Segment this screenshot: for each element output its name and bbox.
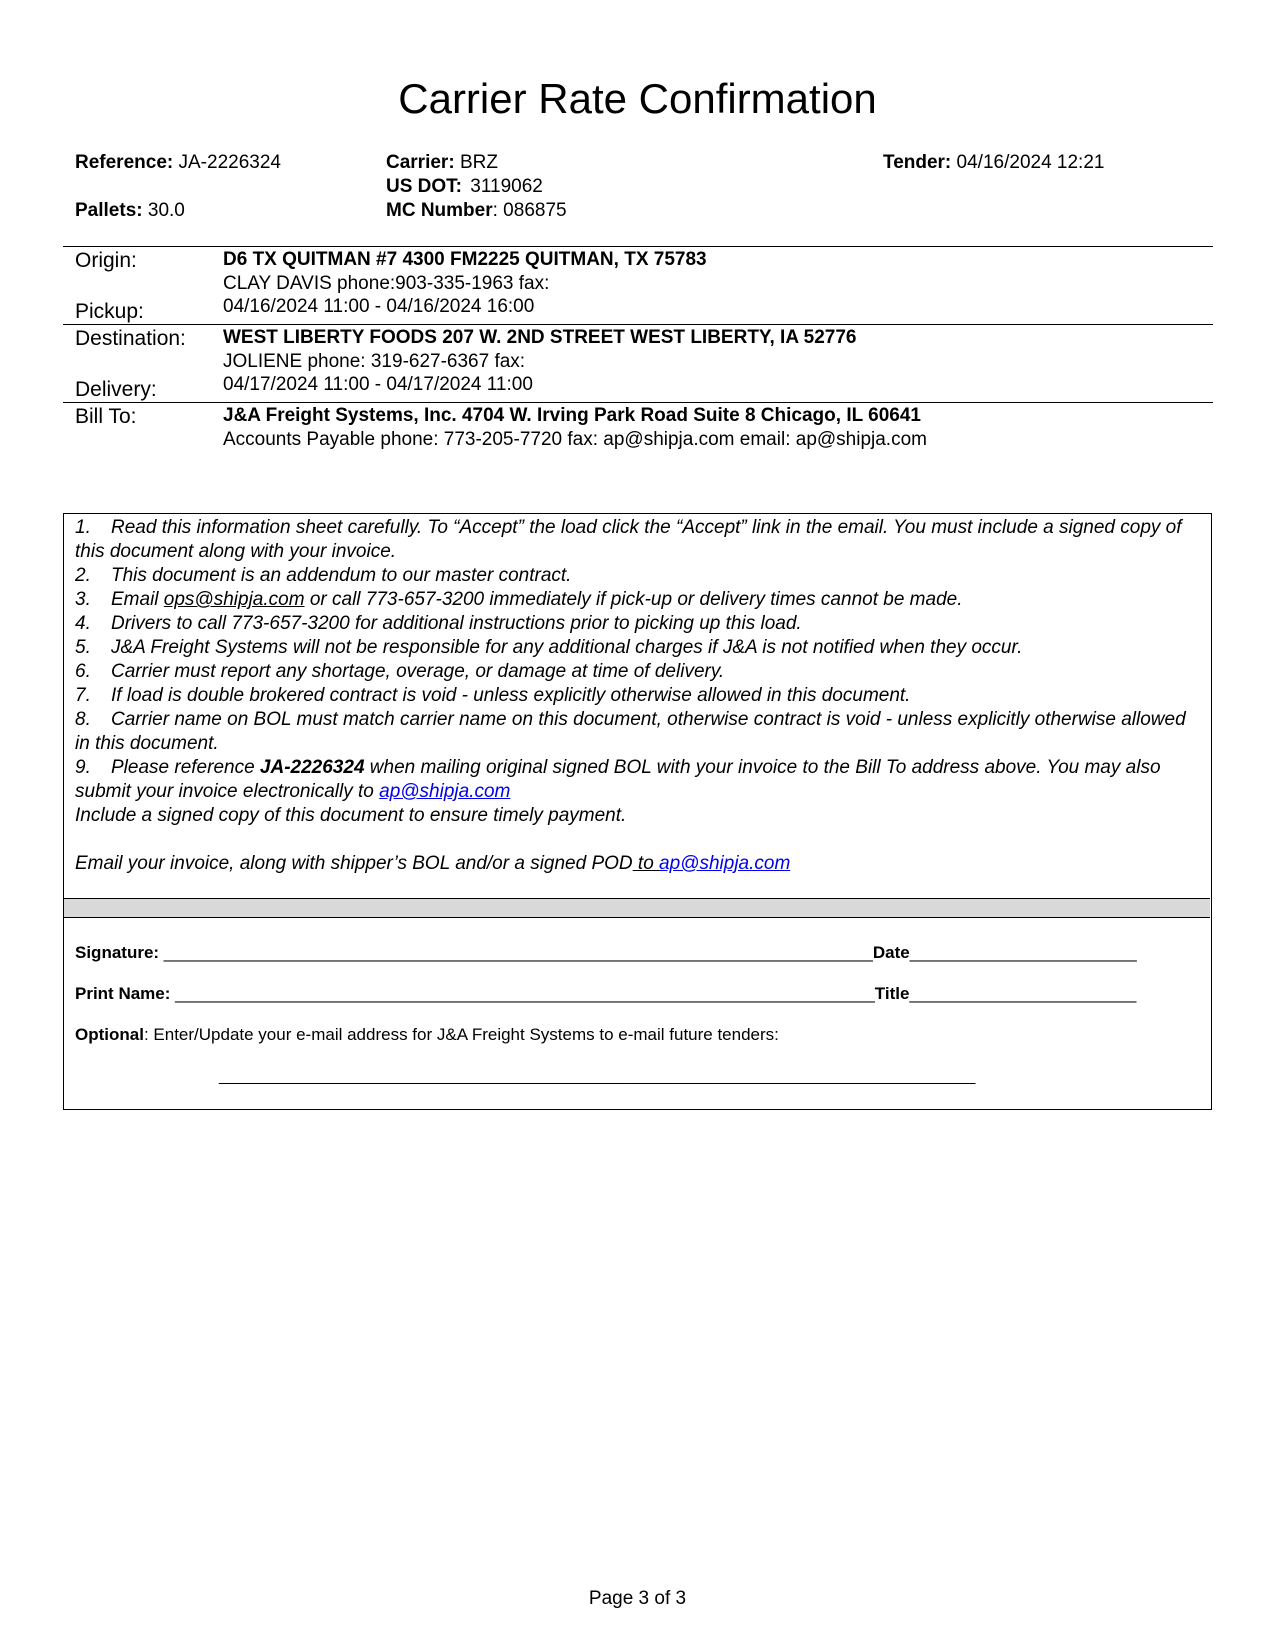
term-4: 4. Drivers to call 773-657-3200 for additional instructions prior to picking up this load. (75, 613, 802, 634)
origin-address: D6 TX QUITMAN #7 4300 FM2225 QUITMAN, TX 75783 (223, 249, 707, 270)
usdot-field (386, 175, 543, 199)
usdot-label: US DOT: (386, 176, 462, 197)
terms-list (75, 514, 1195, 876)
email-entry-line[interactable]: _____________________________________________________________________________________ (219, 1068, 976, 1085)
reference-value: JA-2226324 (178, 152, 281, 173)
invoice-email-link[interactable]: ap@shipja.com (659, 853, 791, 874)
destination-label: Destination: (75, 327, 186, 350)
separator-band (64, 898, 1210, 918)
tender-field (883, 151, 1104, 175)
term-9: 9. Please reference JA-2226324 when mailing original signed BOL with your invoice to the Bill To address above. You may also submit your invoice electronically to ap@shipja.com (75, 757, 1161, 802)
term-5: 5. J&A Freight Systems will not be responsible for any additional charges if J&A is not notified when they occur. (75, 637, 1023, 658)
bill-to-contact: Accounts Payable phone: 773-205-7720 fax: ap@shipja.com email: ap@shipja.com (223, 429, 927, 450)
term-8: 8. Carrier name on BOL must match carrier name on this document, otherwise contract is void - unless explicitly otherwise allowed in this document. (75, 709, 1186, 754)
date-line[interactable]: ________________________ (909, 943, 1137, 962)
ap-email-link[interactable]: ap@shipja.com (379, 781, 511, 802)
carrier-label: Carrier: (386, 152, 455, 173)
divider (63, 402, 1213, 403)
carrier-value: BRZ (459, 152, 498, 173)
pickup-label: Pickup: (75, 300, 144, 323)
title-line[interactable]: ________________________ (909, 984, 1137, 1003)
delivery-label: Delivery: (75, 378, 157, 401)
usdot-value: 3119062 (470, 176, 543, 197)
reference-number: JA-2226324 (259, 757, 365, 778)
mc-number-label: MC Number (386, 200, 493, 221)
reference-field (75, 151, 281, 175)
tender-label: Tender: (883, 152, 952, 173)
pallets-value: 30.0 (147, 200, 185, 221)
bill-to-address: J&A Freight Systems, Inc. 4704 W. Irving Park Road Suite 8 Chicago, IL 60641 (223, 405, 921, 426)
divider (63, 246, 1213, 247)
term-3: 3. Email ops@shipja.com or call 773-657-3200 immediately if pick-up or delivery times cannot be made. (75, 589, 963, 610)
destination-contact: JOLIENE phone: 319-627-6367 fax: (223, 351, 526, 372)
title-label: Title (874, 984, 910, 1003)
optional-label: Optional (75, 1025, 144, 1044)
print-name-line[interactable]: __________________________________________________________________________ (175, 984, 875, 1003)
divider (63, 324, 1213, 325)
origin-label: Origin: (75, 249, 137, 272)
terms-box (63, 513, 1212, 1110)
pallets-label: Pallets: (75, 200, 143, 221)
optional-text: : Enter/Update your e-mail address for J&A Freight Systems to e-mail future tenders: (143, 1025, 779, 1044)
pickup-time: 04/16/2024 11:00 - 04/16/2024 16:00 (223, 296, 535, 317)
include-note: Include a signed copy of this document to ensure timely payment. (75, 805, 627, 826)
email-invoice-note: Email your invoice, along with shipper’s BOL and/or a signed POD to ap@shipja.com (75, 853, 791, 874)
mc-number-value: : 086875 (492, 200, 567, 221)
origin-contact: CLAY DAVIS phone:903-335-1963 fax: (223, 273, 550, 294)
mc-number-field (386, 199, 567, 223)
term-2: 2. This document is an addendum to our master contract. (75, 565, 572, 586)
signature-label: Signature: (75, 943, 160, 962)
signature-line[interactable]: ___________________________________________________________________________ (163, 943, 873, 962)
print-name-row (75, 983, 1136, 1005)
destination-address: WEST LIBERTY FOODS 207 W. 2ND STREET WEST LIBERTY, IA 52776 (223, 327, 857, 348)
term-7: 7. If load is double brokered contract is void - unless explicitly otherwise allowed in this document. (75, 685, 911, 706)
optional-row (75, 1024, 779, 1046)
page-number: Page 3 of 3 (588, 1588, 687, 1609)
bill-to-label: Bill To: (75, 405, 137, 428)
term-1: 1. Read this information sheet carefully. To “Accept” the load click the “Accept” link in the email. You must include a signed copy of this document along with your invoice. (75, 517, 1182, 562)
ops-email-link[interactable]: ops@shipja.com (163, 589, 305, 610)
date-label: Date (872, 943, 910, 962)
tender-value: 04/16/2024 12:21 (956, 152, 1105, 173)
delivery-time: 04/17/2024 11:00 - 04/17/2024 11:00 (223, 374, 533, 395)
pallets-field (75, 199, 185, 223)
print-name-label: Print Name: (75, 984, 171, 1003)
term-6: 6. Carrier must report any shortage, overage, or damage at time of delivery. (75, 661, 725, 682)
signature-row (75, 942, 1137, 964)
reference-label: Reference: (75, 152, 174, 173)
page-title: Carrier Rate Confirmation (398, 75, 877, 122)
carrier-field (386, 151, 498, 175)
